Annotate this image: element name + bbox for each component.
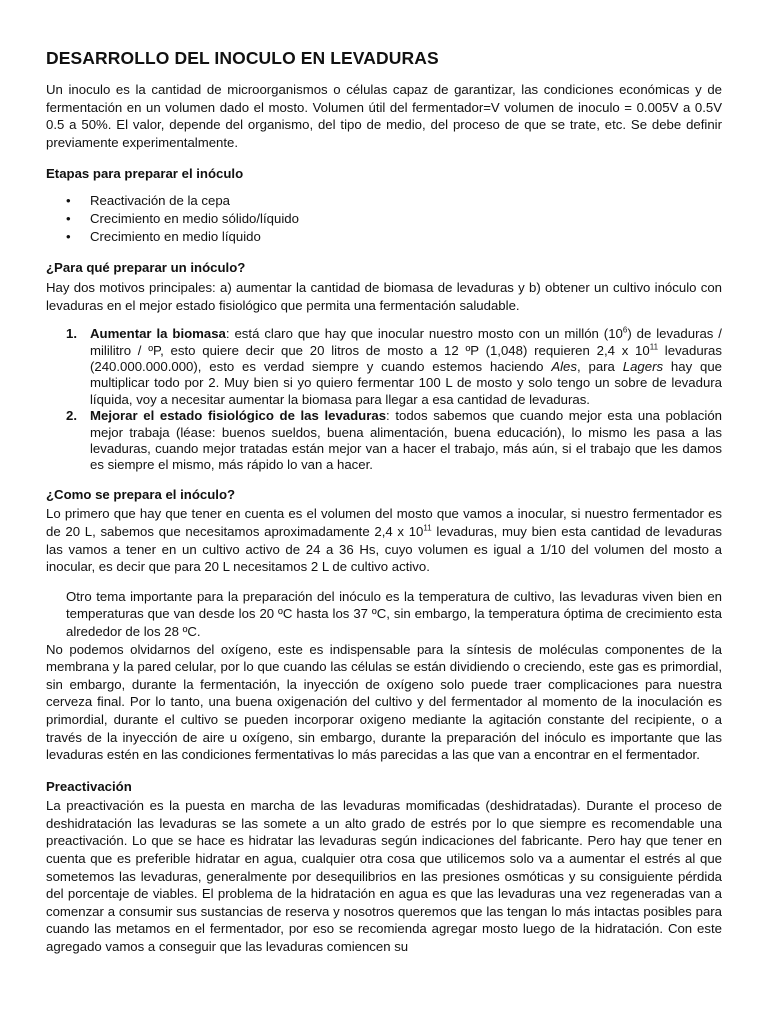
para-que-heading: ¿Para qué preparar un inóculo? bbox=[46, 260, 246, 276]
como-paragraph-3: No podemos olvidarnos del oxígeno, este es indispensable para la síntesis de moléculas componentes de la membrana y la pared celular, por lo que cuando las células se están dividiendo o creciendo, este gas es primordial, sin embargo, durante la fermentación, la inyección de oxígeno solo puede traer complicaciones para nuestra cerveza final. Por lo tanto, una buena oxigenación del cultivo y del fermentador al momento de la inoculación es primordial, durante el cultivo se pueden incorporar oxigeno mediante la agitación constante del recipiente, o a través de la inyección de aire u oxígeno, sin embargo, durante la preparación del inóculo es importante que las levaduras estén en las condiciones fermentativas lo más parecidas a las que van a encontrar en el fermentador. bbox=[46, 641, 722, 763]
como-paragraph-2: Otro tema importante para la preparación del inóculo es la temperatura de cultivo, las levaduras viven bien en temperaturas que van desde los 20 ºC hasta los 37 ºC, sin embargo, la temperatura óptima de crecimiento esta alrededor de los 28 ºC. bbox=[66, 588, 722, 639]
list-item: 1. Aumentar la biomasa: está claro que hay que inocular nuestro mosto con un millón $(10^6)$ de levaduras / mililitro / ºP, esto quiere decir que 20 litros de mosto a 12 ºP (1,048) requieren 2,4 x $10^{11}$ levaduras (240.000.000.000), esto es verdad siempre y cuando estemos haciendo Ales, para Lagers hay que multiplicar todo por 2. Muy bien si yo quiero fermentar 100 L de mosto y solo tengo un sobre de levadura líquida, voy a necesitar aumentar la biomasa para llegar a esa cantidad de levaduras. bbox=[66, 325, 723, 407]
intro-paragraph: Un inoculo es la cantidad de microorganismos o células capaz de garantizar, las condiciones económicas y de fermentación en un volumen dado el mosto. Volumen útil del fermentador=V volumen de inoculo = 0.005V a 0.5V 0.5 a 50%. El valor, depende del organismo, del tipo de medio, del proceso de que se trate, etc. Se debe definir previamente experimentalmente. bbox=[46, 82, 722, 150]
page-title: DESARROLLO DEL INOCULO EN LEVADURAS bbox=[46, 48, 439, 68]
motivos-list bbox=[46, 326, 722, 474]
etapas-list bbox=[46, 192, 722, 245]
preactivacion-heading: Preactivación bbox=[46, 778, 132, 794]
list-item: • Crecimiento en medio líquido bbox=[66, 228, 261, 244]
para-que-paragraph: Hay dos motivos principales: a) aumentar la cantidad de biomasa de levaduras y b) obtener un cultivo inóculo con levaduras en el mejor estado fisiológico que permita una fermentación saludable. bbox=[46, 279, 722, 313]
list-item: • Reactivación de la cepa bbox=[66, 192, 231, 208]
list-item: 2. Mejorar el estado fisiológico de las levaduras: todos sabemos que cuando mejor esta una población mejor trabaja (léase: buenos sueldos, buena alimentación, buena educación), lo mismo les pasa a las levaduras, cuando mejor tratadas están mejor van a hacer el trabajo, más aún, si el trabajo que les damos es siempre el mismo, más rápido lo van a hacer. bbox=[66, 408, 722, 473]
document-body bbox=[46, 48, 722, 956]
como-heading: ¿Como se prepara el inóculo? bbox=[46, 486, 236, 502]
bullet-icon: • bbox=[66, 210, 71, 226]
bullet-icon: • bbox=[66, 228, 71, 244]
preactivacion-paragraph: La preactivación es la puesta en marcha de las levaduras momificadas (deshidratadas). Durante el proceso de deshidratación las levaduras se las somete a un alto grado de estrés por lo que siempre es recomendable una preactivación. Lo que se hace es hidratar las levaduras según indicaciones del fabricante. Pero hay que tener en cuenta que es preferible hidratar en agua, cualquier otra cosa que utilicemos solo va a aumentar el estrés al que sometemos las levaduras, generalmente por desequilibrios en las presiones osmóticas y su consiguiente pérdida del porcentaje de viables. El problema de la hidratación en agua es que las levaduras una vez regeneradas van a comenzar a consumir sus sustancias de reserva y nosotros queremos que las tengan lo más intactas posibles para cuando las metamos en el fermentador, por eso se recomienda agregar mosto luego de la hidratación. Con este agregado vamos a conseguir que las levaduras comiencen su bbox=[46, 798, 722, 955]
etapas-heading: Etapas para preparar el inóculo bbox=[46, 166, 244, 182]
como-paragraph-1: Lo primero que hay que tener en cuenta es el volumen del mosto que vamos a inocular, si nuestro fermentador es de 20 L, sabemos que necesitamos aproximadamente 2,4 x $10^{11}$ levaduras, muy bien esta cantidad de levaduras las vamos a tener en un cultivo activo de 24 a 36 Hs, cuyo volumen es igual a 1/10 del volumen del mosto a inocular, es decir que para 20 L necesitamos 2 L de cultivo activo. bbox=[46, 506, 722, 575]
bullet-icon: • bbox=[66, 192, 71, 208]
list-item: • Crecimiento en medio sólido/líquido bbox=[66, 210, 299, 226]
